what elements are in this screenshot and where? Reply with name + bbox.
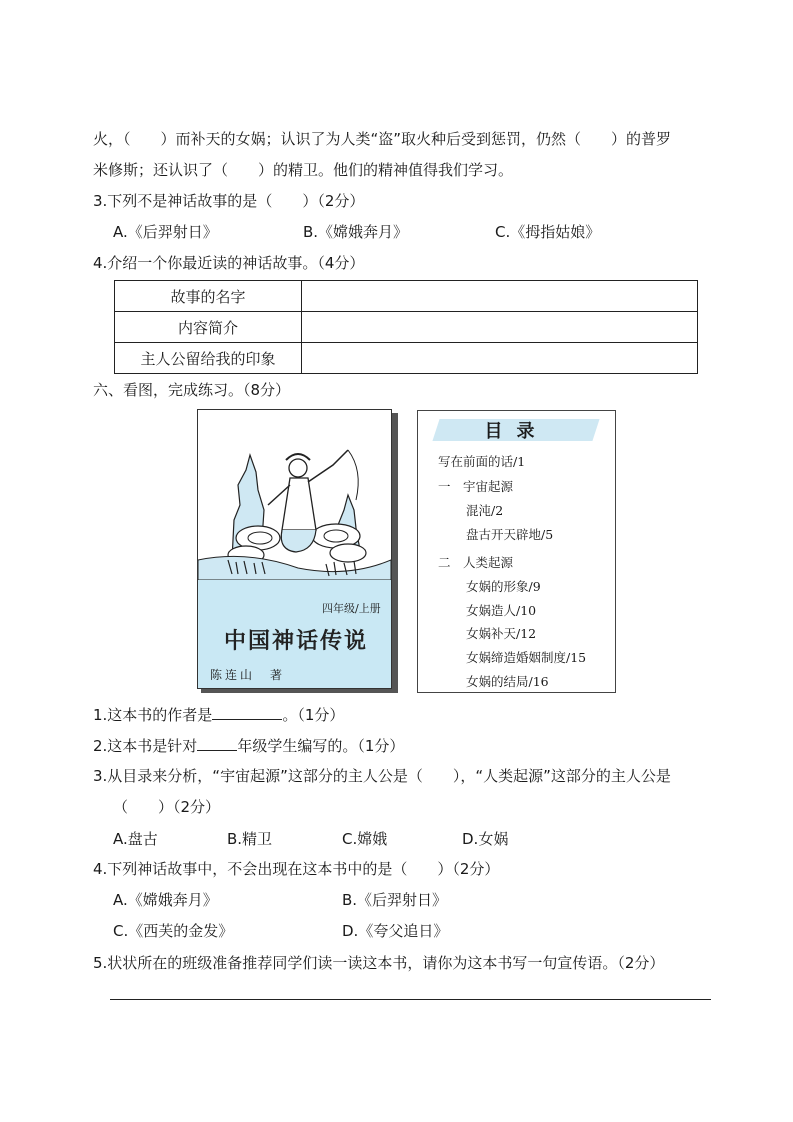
row-label-impression: 主人公留给我的印象 bbox=[115, 343, 302, 374]
story-info-table bbox=[114, 280, 698, 374]
s6-question-4: 4.下列神话故事中，不会出现在这本书中的是（ ）（2分） bbox=[93, 860, 500, 878]
fill-sentence-line-1: 火，（ ）而补天的女娲；认识了为人类“盗”取火种后受到惩罚，仍然（ ）的普罗 bbox=[93, 130, 672, 148]
toc-item: 二 人类起源 bbox=[438, 555, 514, 570]
cover-illustration bbox=[198, 410, 391, 580]
grade-answer-blank[interactable] bbox=[197, 735, 237, 751]
table-row bbox=[115, 281, 698, 312]
option-c[interactable]: C.《拇指姑娘》 bbox=[495, 223, 601, 241]
s6-question-2 bbox=[93, 735, 404, 756]
toc-item: 写在前面的话/1 bbox=[438, 454, 526, 469]
s6-q2-text: 2.这本书是针对 bbox=[93, 737, 198, 755]
toc-item: 女娲补天/12 bbox=[466, 626, 537, 641]
answer-cell-impression[interactable] bbox=[302, 343, 698, 374]
s6-question-3-options bbox=[113, 829, 508, 849]
s6-q2-suffix: 年级学生编写的。（1分） bbox=[237, 737, 405, 755]
toc-item: 盘古开天辟地/5 bbox=[466, 527, 554, 542]
fill-sentence-line-2: 米修斯；还认识了（ ）的精卫。他们的精神值得我们学习。 bbox=[93, 161, 514, 179]
s6-q1-text: 1.这本书的作者是 bbox=[93, 706, 213, 724]
table-of-contents bbox=[417, 410, 616, 693]
book-title: 中国神话传说 bbox=[224, 629, 369, 654]
option-d[interactable]: D.《夸父追日》 bbox=[342, 922, 449, 940]
option-a[interactable]: A.盘古 bbox=[113, 830, 158, 848]
option-b[interactable]: B.精卫 bbox=[227, 830, 273, 848]
table-row bbox=[115, 343, 698, 374]
question-3: 3.下列不是神话故事的是（ ）（2分） bbox=[93, 192, 365, 210]
row-label-story-name: 故事的名字 bbox=[115, 281, 302, 312]
s6-question-4-options-row-1 bbox=[113, 890, 447, 910]
book-author: 陈连山 著 bbox=[210, 668, 286, 682]
question-3-options bbox=[113, 222, 600, 242]
table-row bbox=[115, 312, 698, 343]
toc-item: 一 宇宙起源 bbox=[438, 479, 514, 494]
toc-item: 女娲造人/10 bbox=[466, 603, 537, 618]
option-a[interactable]: A.《嫦娥奔月》 bbox=[113, 891, 218, 909]
s6-question-3-line-2: （ ）（2分） bbox=[113, 798, 221, 816]
toc-title: 目录 bbox=[484, 421, 549, 442]
s6-question-5: 5.状状所在的班级准备推荐同学们读一读这本书，请你为这本书写一句宣传语。（2分） bbox=[93, 954, 665, 972]
option-c[interactable]: C.《西芙的金发》 bbox=[113, 922, 234, 940]
s6-question-3-line-1: 3.从目录来分析，“宇宙起源”这部分的主人公是（ ），“人类起源”这部分的主人公是 bbox=[93, 767, 671, 785]
question-4: 4.介绍一个你最近读的神话故事。（4分） bbox=[93, 254, 365, 272]
option-b[interactable]: B.《后羿射日》 bbox=[342, 891, 448, 909]
toc-item: 女娲的形象/9 bbox=[466, 579, 541, 594]
option-b[interactable]: B.《嫦娥奔月》 bbox=[303, 223, 409, 241]
toc-item: 女娲的结局/16 bbox=[466, 674, 549, 689]
option-a[interactable]: A.《后羿射日》 bbox=[113, 223, 218, 241]
row-label-summary: 内容简介 bbox=[115, 312, 302, 343]
book-cover-face bbox=[197, 409, 392, 689]
toc-item: 女娲缔造婚姻制度/15 bbox=[466, 650, 587, 665]
answer-cell-summary[interactable] bbox=[302, 312, 698, 343]
option-c[interactable]: C.嫦娥 bbox=[342, 830, 388, 848]
book-grade-label: 四年级/上册 bbox=[322, 602, 381, 615]
toc-item: 混沌/2 bbox=[466, 503, 504, 518]
slogan-answer-line[interactable] bbox=[110, 999, 711, 1000]
s6-question-4-options-row-2 bbox=[113, 921, 448, 941]
answer-cell-story-name[interactable] bbox=[302, 281, 698, 312]
option-d[interactable]: D.女娲 bbox=[462, 830, 509, 848]
s6-question-1 bbox=[93, 704, 344, 725]
s6-q1-suffix: 。（1分） bbox=[282, 706, 345, 724]
book-cover bbox=[197, 409, 400, 693]
author-answer-blank[interactable] bbox=[212, 704, 282, 720]
section-6-heading: 六、看图，完成练习。（8分） bbox=[93, 381, 291, 399]
book-spine-shadow bbox=[392, 413, 398, 691]
